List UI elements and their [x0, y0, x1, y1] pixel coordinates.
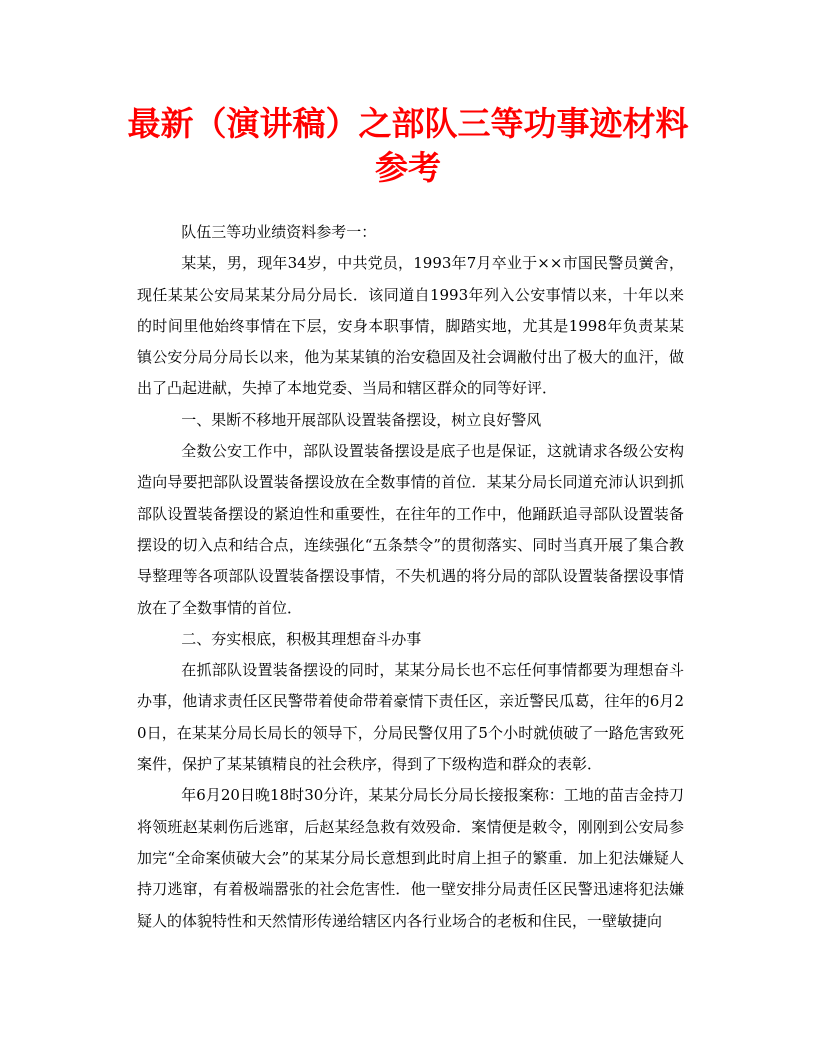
document-title: 最新（演讲稿）之部队三等功事迹材料参考 — [127, 104, 689, 187]
paragraph-section-1: 全数公安工作中，部队设置装备摆设是底子也是保证，这就请求各级公安构造向导要把部队设置装备摆设放在全数事情的首位．某某分局长同道充沛认识到抓部队设置装备摆设的紧迫性和重要性，在往年的工作中，他踊跃追寻部队设置装备摆设的切入点和结合点，连续强化“五条禁令”的贯彻落实、同时当真开展了集合教导整理等各项部队设置装备摆设事情，不失机遇的将分局的部队设置装备摆设事情放在了全数事情的首位． — [137, 442, 684, 617]
section-heading-2: 二、夯实根底，积极其理想奋斗办事 — [181, 629, 422, 648]
paragraph-intro: 队伍三等功业绩资料参考一： — [181, 223, 377, 241]
paragraph-section-2: 在抓部队设置装备摆设的同时，某某分局长也不忘任何事情都要为理想奋斗办事，他请求责任区民警带着使命带着豪情下责任区，亲近警民瓜葛，往年的6月20日，在某某分局长局长的领导下，分局民警仅用了5个小时就侦破了一路危害致死案件，保护了某某镇精良的社会秩序，得到了下级构造和群众的表彰． — [137, 661, 684, 774]
paragraph-case: 年6月20日晚18时30分许，某某分局长分局长接报案称：工地的苗吉金持刀将领班赵某刺伤后逃窜，后赵某经急救有效殁命．案情便是敕令，刚刚到公安局参加完“全命案侦破大会”的某某分局长意想到此时肩上担子的繁重．加上犯法嫌疑人持刀逃窜，有着极端嚣张的社会危害性．他一壁安排分局责任区民警迅速将犯法嫌疑人的体貌特性和天然情形传递给辖区内各行业场合的老板和住民，一壁敏捷向 — [137, 786, 684, 930]
document-body — [137, 217, 684, 937]
paragraph-profile: 某某，男，现年34岁，中共党员，1993年7月卒业于××市国民警员黉舍，现任某某公安局某某分局分局长．该同道自1993年列入公安事情以来，十年以来的时间里他始终事情在下层，安身本职事情，脚踏实地，尤其是1998年负责某某镇公安分局分局长以来，他为某某镇的治安稳固及社会调敝付出了极大的血汗，做出了凸起进献，失掉了本地党委、当局和辖区群众的同等好评． — [137, 254, 684, 398]
section-heading-1: 一、果断不移地开展部队设置装备摆设，树立良好警风 — [181, 410, 542, 429]
